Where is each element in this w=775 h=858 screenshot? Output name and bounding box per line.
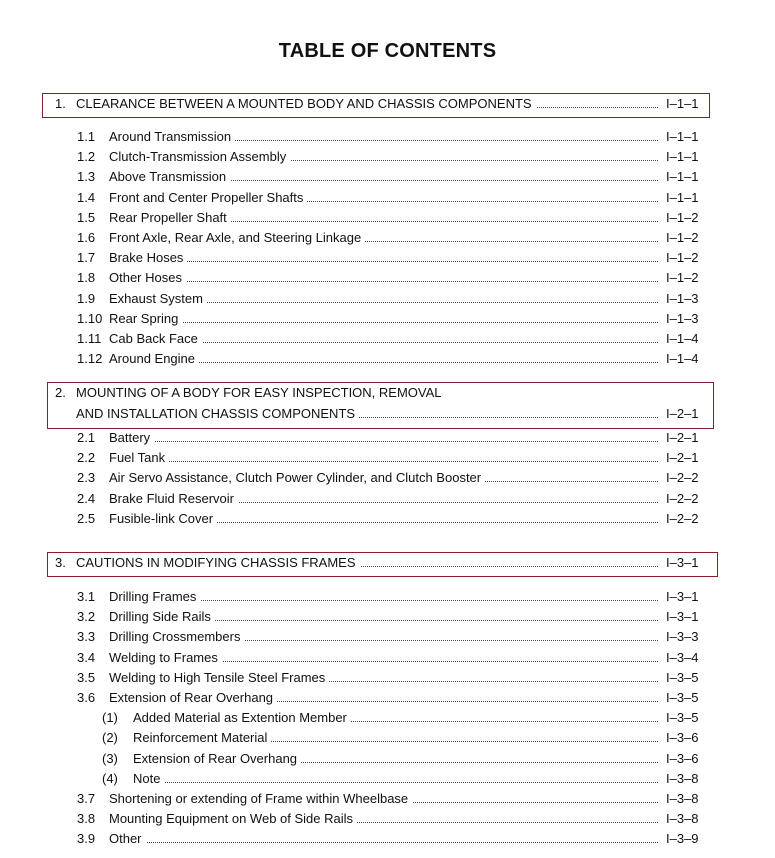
entry-title: CLEARANCE BETWEEN A MOUNTED BODY AND CHASSIS COMPONENTS — [76, 95, 536, 113]
entry-title: Brake Fluid Reservoir — [109, 490, 238, 508]
entry-title: AND INSTALLATION CHASSIS COMPONENTS — [76, 405, 359, 423]
page-number: I–1–3 — [666, 311, 699, 326]
page-number: I–3–1 — [666, 609, 699, 624]
dot-leader — [133, 782, 658, 783]
entry-title: Clutch-Transmission Assembly — [109, 148, 290, 166]
page-number: I–1–1 — [666, 129, 699, 144]
entry-number: 3.5 — [77, 670, 96, 685]
toc-entry[interactable] — [0, 469, 775, 487]
page-number: I–3–5 — [666, 690, 699, 705]
entry-number: 1. — [55, 96, 66, 111]
entry-number: 3.6 — [77, 690, 96, 705]
page-number: I–3–4 — [666, 650, 699, 665]
page-number: I–2–2 — [666, 491, 699, 506]
toc-entry[interactable] — [0, 830, 775, 848]
toc-entry[interactable] — [0, 269, 775, 287]
page-number: I–2–2 — [666, 511, 699, 526]
toc-entry[interactable] — [0, 189, 775, 207]
entry-title: MOUNTING OF A BODY FOR EASY INSPECTION, REMOVAL — [76, 384, 446, 402]
page-number: I–2–1 — [666, 430, 699, 445]
entry-number: 1.8 — [77, 270, 96, 285]
entry-number: 1.6 — [77, 230, 96, 245]
page-number: I–3–5 — [666, 670, 699, 685]
entry-title: Other Hoses — [109, 269, 186, 287]
page-number: I–1–1 — [666, 169, 699, 184]
section-heading[interactable] — [0, 384, 775, 402]
entry-title: Shortening or extending of Frame within Wheelbase — [109, 790, 412, 808]
toc-entry[interactable] — [0, 689, 775, 707]
entry-title: Welding to Frames — [109, 649, 222, 667]
page-number: I–2–1 — [666, 450, 699, 465]
page-number: I–1–4 — [666, 331, 699, 346]
toc-entry[interactable] — [0, 229, 775, 247]
entry-number: 2.2 — [77, 450, 96, 465]
entry-number: 1.2 — [77, 149, 96, 164]
page-number: I–3–9 — [666, 831, 699, 846]
page-number: I–3–3 — [666, 629, 699, 644]
entry-number: 3.3 — [77, 629, 96, 644]
entry-number: (3) — [102, 751, 118, 766]
toc-entry[interactable] — [0, 628, 775, 646]
toc-entry[interactable] — [0, 148, 775, 166]
dot-leader — [109, 461, 658, 462]
entry-number: 3.8 — [77, 811, 96, 826]
entry-number: 3.2 — [77, 609, 96, 624]
section-heading[interactable] — [0, 405, 775, 423]
toc-entry[interactable] — [0, 608, 775, 626]
entry-title: Mounting Equipment on Web of Side Rails — [109, 810, 357, 828]
page-number: I–1–1 — [666, 190, 699, 205]
section-heading[interactable] — [0, 554, 775, 572]
entry-number: 3.9 — [77, 831, 96, 846]
toc-entry[interactable] — [0, 290, 775, 308]
dot-leader — [109, 261, 658, 262]
toc-entry[interactable] — [0, 310, 775, 328]
toc-entry[interactable] — [0, 588, 775, 606]
entry-number: 1.12 — [77, 351, 103, 366]
toc-entry[interactable] — [0, 649, 775, 667]
page-number: I–3–8 — [666, 811, 699, 826]
entry-title: CAUTIONS IN MODIFYING CHASSIS FRAMES — [76, 554, 360, 572]
entry-title: Drilling Crossmembers — [109, 628, 244, 646]
entry-title: Exhaust System — [109, 290, 207, 308]
entry-number: 1.1 — [77, 129, 96, 144]
toc-entry[interactable] — [0, 510, 775, 528]
page-number: I–1–2 — [666, 250, 699, 265]
entry-number: 3.1 — [77, 589, 96, 604]
entry-number: 2. — [55, 385, 66, 400]
page-number: I–1–4 — [666, 351, 699, 366]
entry-title: Brake Hoses — [109, 249, 187, 267]
page-number: I–2–2 — [666, 470, 699, 485]
toc-entry[interactable] — [0, 490, 775, 508]
entry-number: 3. — [55, 555, 66, 570]
entry-number: 1.4 — [77, 190, 96, 205]
entry-number: 1.11 — [77, 331, 102, 346]
toc-entry[interactable] — [0, 709, 775, 727]
toc-entry[interactable] — [0, 128, 775, 146]
entry-title: Rear Spring — [109, 310, 182, 328]
entry-title: Added Material as Extention Member — [133, 709, 351, 727]
entry-title: Welding to High Tensile Steel Frames — [109, 669, 329, 687]
entry-title: Around Engine — [109, 350, 199, 368]
entry-number: (2) — [102, 730, 118, 745]
toc-entry[interactable] — [0, 770, 775, 788]
entry-title: Drilling Frames — [109, 588, 200, 606]
entry-title: Fusible-link Cover — [109, 510, 217, 528]
page-number: I–3–6 — [666, 730, 699, 745]
toc-entry[interactable] — [0, 449, 775, 467]
entry-number: 2.5 — [77, 511, 96, 526]
entry-number: (4) — [102, 771, 118, 786]
entry-number: 3.7 — [77, 791, 96, 806]
page-number: I–3–6 — [666, 751, 699, 766]
dot-leader — [109, 322, 658, 323]
dot-leader — [109, 281, 658, 282]
entry-title: Extension of Rear Overhang — [133, 750, 301, 768]
entry-title: Drilling Side Rails — [109, 608, 215, 626]
section-heading[interactable] — [0, 95, 775, 113]
page-number: I–1–1 — [666, 149, 699, 164]
toc-entry[interactable] — [0, 729, 775, 747]
toc-entry[interactable] — [0, 330, 775, 348]
page-number: I–3–8 — [666, 791, 699, 806]
toc-entry[interactable] — [0, 669, 775, 687]
toc-entry[interactable] — [0, 168, 775, 186]
page-number: I–3–8 — [666, 771, 699, 786]
entry-number: 3.4 — [77, 650, 96, 665]
page-number: I–3–1 — [666, 555, 699, 570]
entry-title: Reinforcement Material — [133, 729, 271, 747]
entry-number: 1.5 — [77, 210, 96, 225]
entry-title: Above Transmission — [109, 168, 230, 186]
entry-number: 1.10 — [77, 311, 103, 326]
toc-entry[interactable] — [0, 209, 775, 227]
page-number: I–1–2 — [666, 270, 699, 285]
entry-title: Front Axle, Rear Axle, and Steering Linkage — [109, 229, 365, 247]
entry-title: Extension of Rear Overhang — [109, 689, 277, 707]
entry-number: 1.3 — [77, 169, 96, 184]
toc-entry[interactable] — [0, 750, 775, 768]
page-number: I–3–1 — [666, 589, 699, 604]
toc-entry[interactable] — [0, 810, 775, 828]
page-number: I–2–1 — [666, 406, 699, 421]
toc-entry[interactable] — [0, 249, 775, 267]
page-number: I–1–2 — [666, 230, 699, 245]
entry-title: Fuel Tank — [109, 449, 169, 467]
entry-title: Battery — [109, 429, 154, 447]
page-title: TABLE OF CONTENTS — [278, 40, 497, 62]
toc-entry[interactable] — [0, 350, 775, 368]
toc-entry[interactable] — [0, 790, 775, 808]
entry-title: Air Servo Assistance, Clutch Power Cylinder, and Clutch Booster — [109, 469, 485, 487]
page-number: I–1–1 — [666, 96, 699, 111]
entry-title: Front and Center Propeller Shafts — [109, 189, 307, 207]
entry-number: 1.7 — [77, 250, 96, 265]
entry-title: Cab Back Face — [109, 330, 202, 348]
dot-leader — [109, 441, 658, 442]
entry-title: Other — [109, 830, 146, 848]
page-number: I–1–2 — [666, 210, 699, 225]
entry-title: Around Transmission — [109, 128, 235, 146]
page-number: I–1–3 — [666, 291, 699, 306]
entry-number: 2.3 — [77, 470, 96, 485]
entry-number: 1.9 — [77, 291, 96, 306]
dot-leader — [109, 842, 658, 843]
entry-title: Rear Propeller Shaft — [109, 209, 231, 227]
entry-number: (1) — [102, 710, 118, 725]
entry-title: Note — [133, 770, 164, 788]
toc-entry[interactable] — [0, 429, 775, 447]
entry-number: 2.1 — [77, 430, 96, 445]
page-number: I–3–5 — [666, 710, 699, 725]
entry-number: 2.4 — [77, 491, 96, 506]
